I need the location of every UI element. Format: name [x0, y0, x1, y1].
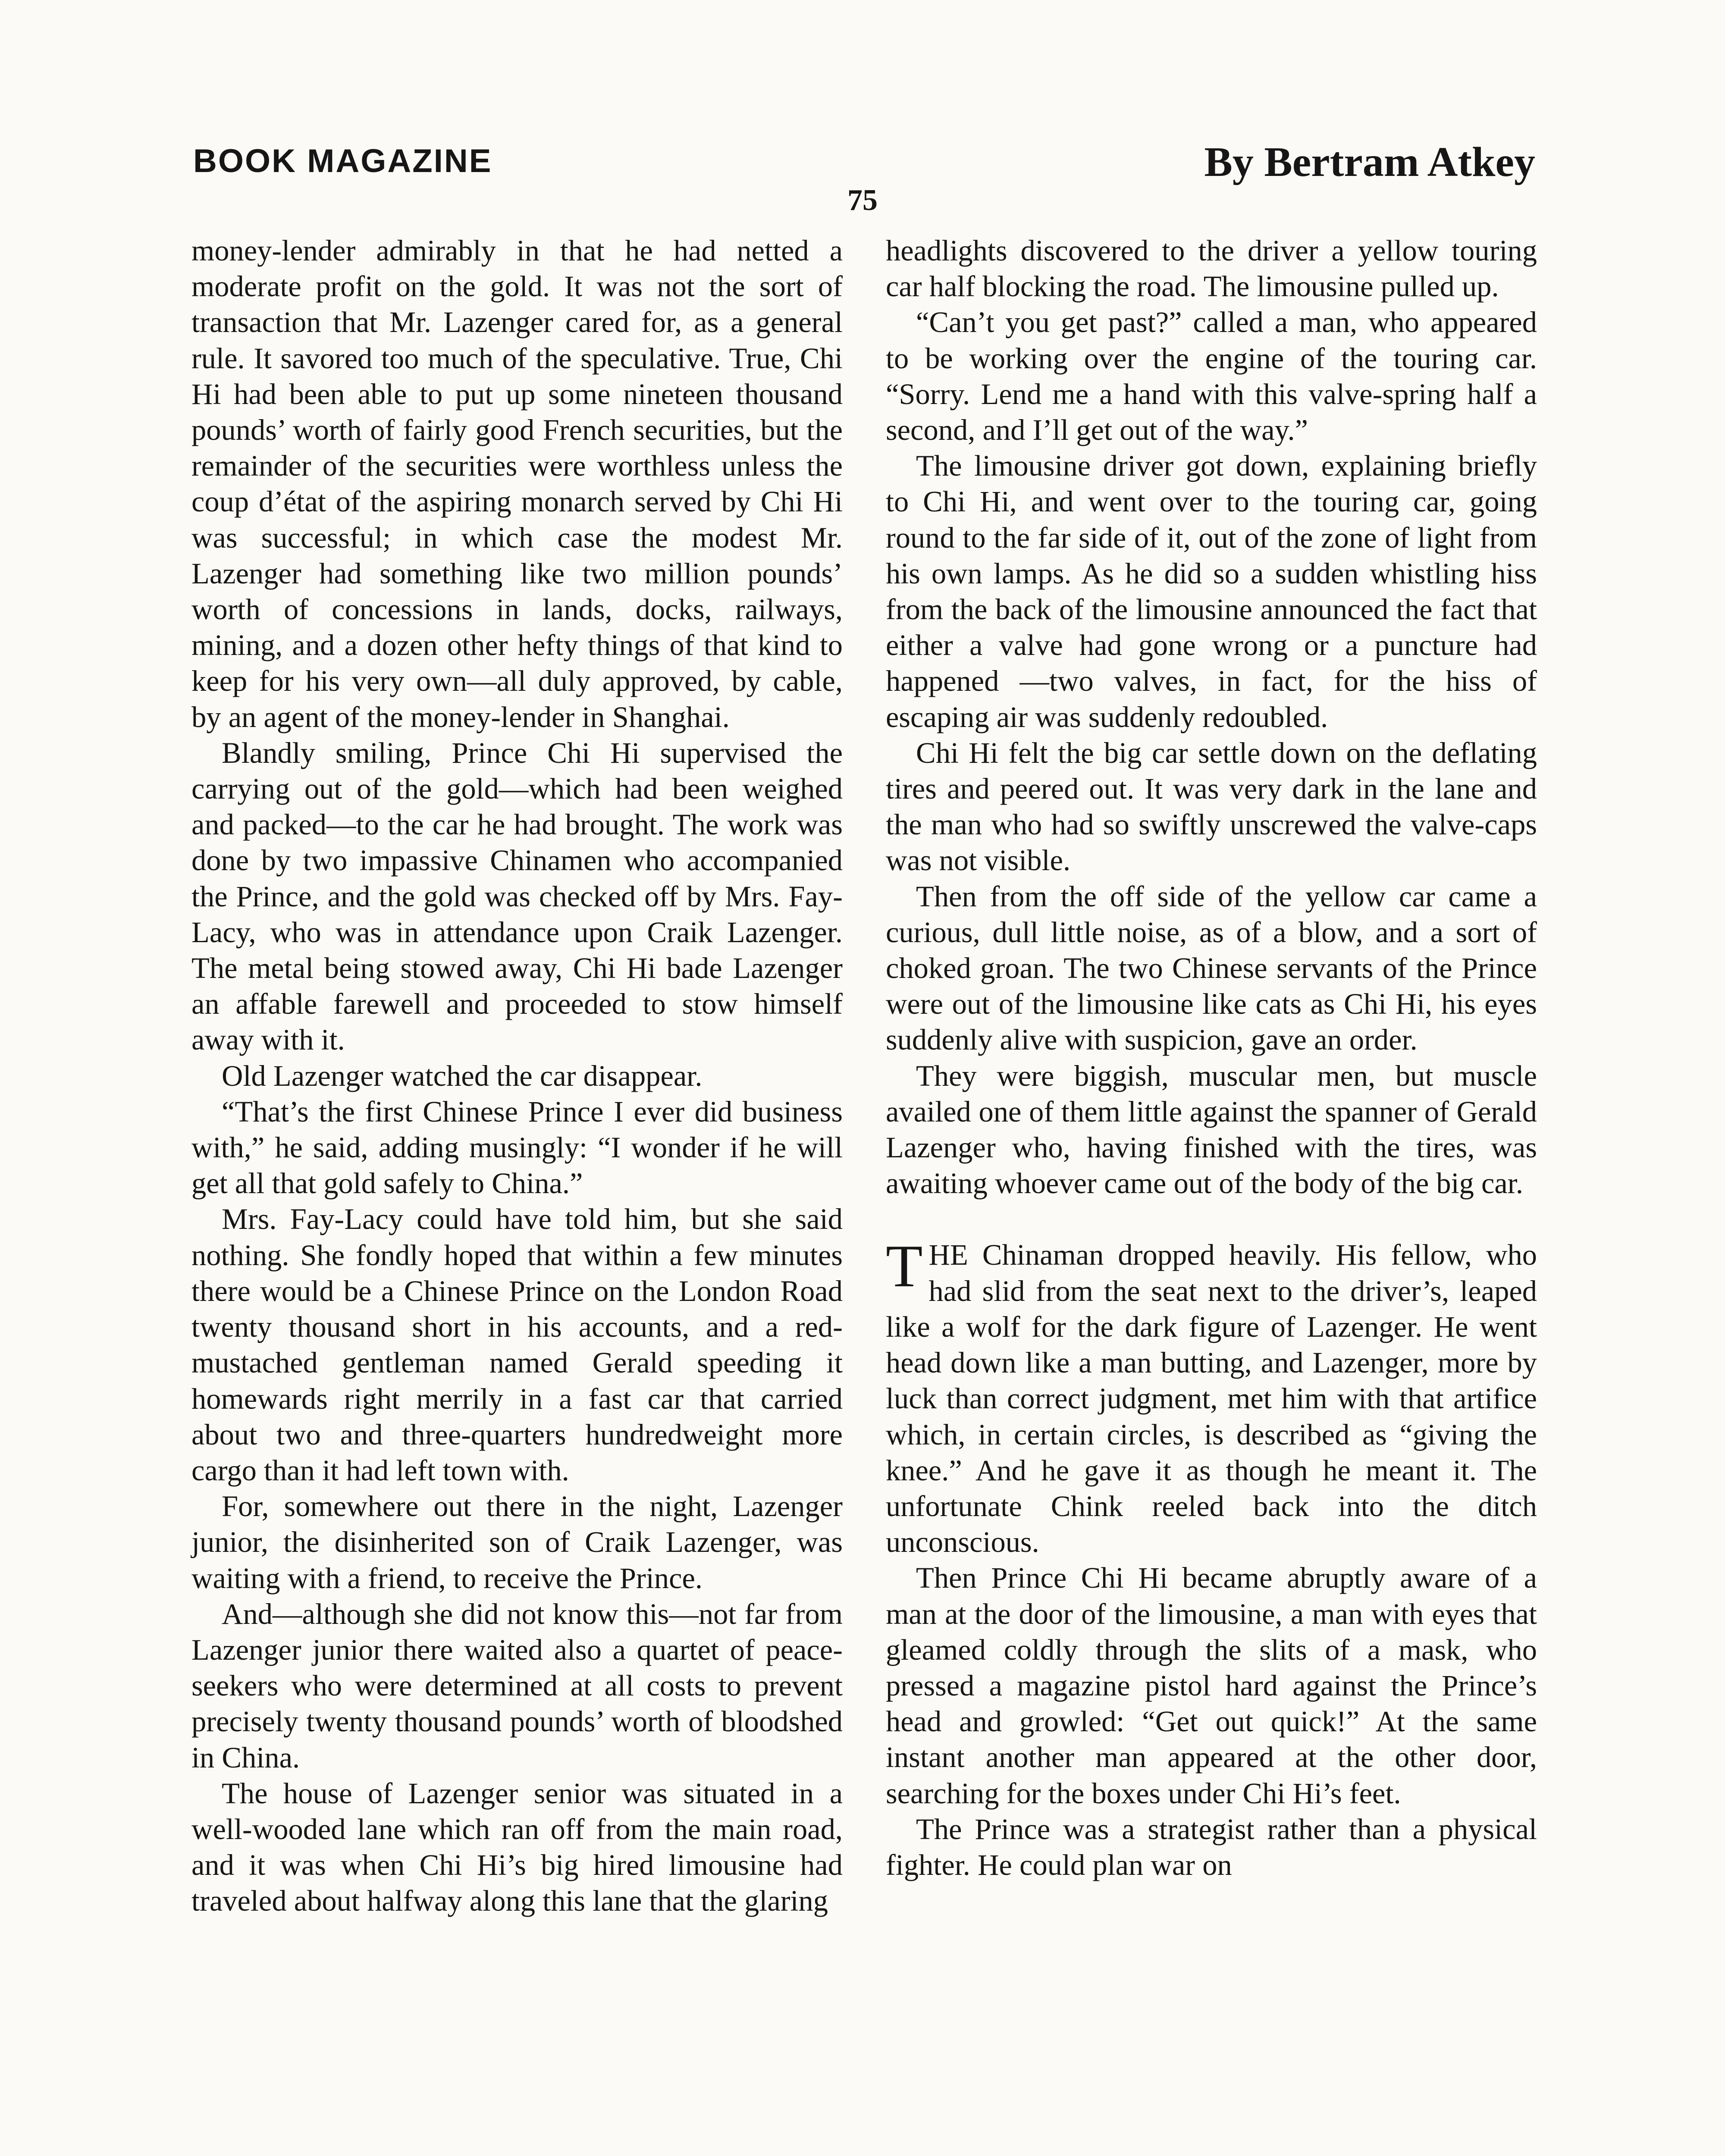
paragraph-text: HE Chinaman dropped heavily. His fellow, who had slid from the seat next to the driver’s, leaped like a wolf for the dark figure of Lazenger. He went head down like a man butting, and Lazenger, more by luck than correct judgment, met him with that artifice which, in certain circles, is described as “giving the knee.” And he gave it as though he meant it. The unfortunate Chink reeled back into the ditch unconscious.: [886, 1238, 1537, 1559]
section-opening-paragraph: [886, 1233, 1537, 1560]
paragraph: The Prince was a strategist rather than a physical fighter. He could plan war on: [886, 1812, 1537, 1881]
paragraph: Blandly smiling, Prince Chi Hi supervised the carrying out of the gold—which had been weighed and packed—to the car he had brought. The work was done by two impassive Chinamen who accompanied the Prince, and the gold was checked off by Mrs. Fay-Lacy, who was in attendance upon Craik Lazenger. The metal being stowed away, Chi Hi bade Lazenger an affable farewell and proceeded to stow himself away with it.: [191, 736, 843, 1056]
paragraph: They were biggish, muscular men, but muscle availed one of them little against the spanner of Gerald Lazenger who, having finished with the tires, was awaiting whoever came out of the body of the big car.: [886, 1059, 1537, 1200]
paragraph: Mrs. Fay-Lacy could have told him, but she said nothing. She fondly hoped that within a few minutes there would be a Chinese Prince on the London Road twenty thousand short in his accounts, and a red-mustached gentleman named Gerald speeding it homewards right merrily in a fast car that carried about two and three-quarters hundredweight more cargo than it had left town with.: [191, 1203, 843, 1487]
left-column: [191, 233, 843, 1919]
paragraph: For, somewhere out there in the night, Lazenger junior, the disinherited son of Craik Lazenger, was waiting with a friend, to receive the Prince.: [191, 1490, 843, 1595]
paragraph: Then from the off side of the yellow car came a curious, dull little noise, as of a blow, and a sort of choked groan. The two Chinese servants of the Prince were out of the limousine like cats as Chi Hi, his eyes suddenly alive with suspicion, gave an order.: [886, 880, 1537, 1056]
drop-cap: T: [886, 1233, 923, 1300]
right-column: [886, 233, 1537, 1883]
author-byline: By Bertram Atkey: [1204, 139, 1535, 185]
paragraph: money-lender admirably in that he had netted a moderate profit on the gold. It was not the sort of transaction that Mr. Lazenger cared for, as a general rule. It savored too much of the speculative. True, Chi Hi had been able to put up some nineteen thousand pounds’ worth of fairly good French securities, but the remainder of the securities were worthless unless the coup d’état of the aspiring monarch served by Chi Hi was successful; in which case the modest Mr. Lazenger had something like two million pounds’ worth of concessions in lands, docks, railways, mining, and a dozen other hefty things of that kind to keep for his very own—all duly approved, by cable, by an agent of the money-lender in Shanghai.: [191, 234, 843, 733]
paragraph: “That’s the first Chinese Prince I ever did business with,” he said, adding musingly: “I wonder if he will get all that gold safely to China.”: [191, 1095, 843, 1200]
paragraph: The house of Lazenger senior was situated in a well-wooded lane which ran off from the main road, and it was when Chi Hi’s big hired limousine had traveled about halfway along this lane that the glaring: [191, 1777, 843, 1918]
paragraph: Chi Hi felt the big car settle down on the deflating tires and peered out. It was very dark in the lane and the man who had so swiftly unscrewed the valve-caps was not visible.: [886, 736, 1537, 877]
paragraph: Old Lazenger watched the car disappear.: [222, 1059, 703, 1092]
paragraph: The limousine driver got down, explaining briefly to Chi Hi, and went over to the touring car, going round to the far side of it, out of the zone of light from his own lamps. As he did so a sudden whistling hiss from the back of the limousine announced the fact that either a valve had gone wrong or a puncture had happened —two valves, in fact, for the hiss of escaping air was suddenly redoubled.: [886, 449, 1537, 733]
paragraph: headlights discovered to the driver a yellow touring car half blocking the road. The limousine pulled up.: [886, 234, 1537, 303]
magazine-title: BOOK MAGAZINE: [193, 143, 492, 179]
paragraph: Then Prince Chi Hi became abruptly aware of a man at the door of the limousine, a man with eyes that gleamed coldly through the slits of a mask, who pressed a magazine pistol hard against the Prince’s head and growled: “Get out quick!” At the same instant another man appeared at the other door, searching for the boxes under Chi Hi’s feet.: [886, 1561, 1537, 1810]
page-number: 75: [847, 184, 878, 217]
paragraph: “Can’t you get past?” called a man, who appeared to be working over the engine of the touring car. “Sorry. Lend me a hand with this valve-spring half a second, and I’ll get out of the way.”: [886, 306, 1537, 447]
paragraph: And—although she did not know this—not far from Lazenger junior there waited also a quartet of peace-seekers who were determined at all costs to prevent precisely twenty thousand pounds’ worth of bloodshed in China.: [191, 1597, 843, 1774]
